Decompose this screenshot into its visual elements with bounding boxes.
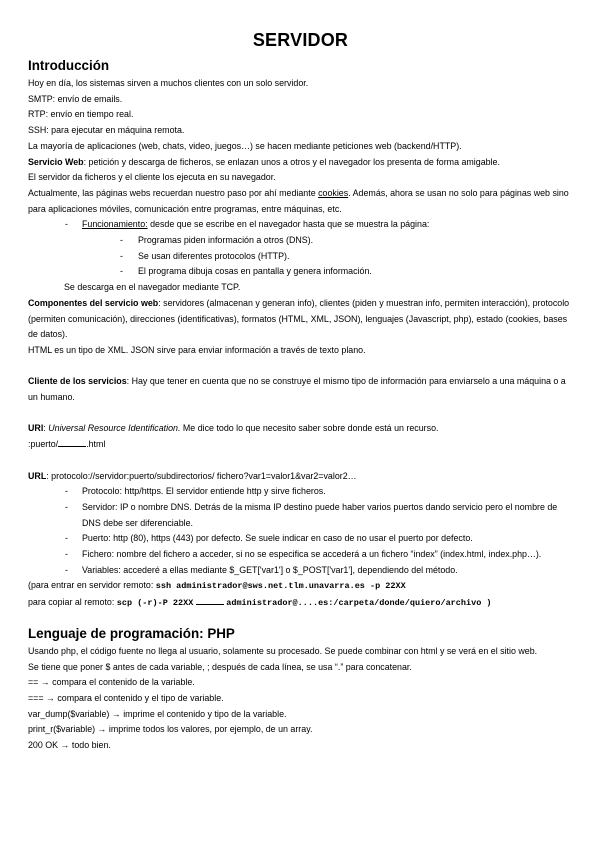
paragraph: Usando php, el código fuente no llega al usuario, solamente su procesado. Se puede combinar con html y se verá en el sitio web. (28, 645, 538, 656)
paragraph: Se descarga en el navegador mediante TCP. (64, 282, 241, 293)
blank-line (58, 438, 86, 447)
list-item: - Se usan diferentes protocolos (HTTP). (120, 249, 573, 265)
paragraph-componentes: Componentes del servicio web: servidores (almacenan y generan info), clientes (piden y muestran info, permiten interacción), protocolo (permiten comunicación), direcciones (identificativas), formatos (HTML, XML, JSON), lenguajes (Javascript, php), estado (cookies, bases de datos). (28, 297, 570, 340)
scp-line: para copiar al remoto: scp (-r)-P 22XX administrador@....es:/carpeta/donde/quiero/archivo ) (28, 597, 492, 609)
list-item: - Servidor: IP o nombre DNS. Detrás de la misma IP destino puede haber varios puertos dando servicio pero el nombre de DNS debe ser diferenciable. (65, 500, 573, 531)
paragraph: El servidor da ficheros y el cliente los ejecuta en su navegador. (28, 172, 276, 183)
list-item: - Funcionamiento: desde que se escribe en el navegador hasta que se muestra la página: - Programas piden información a otros (DNS). - Se usan diferentes protocolos (HTTP). - El programa dibuja cosas en pantalla y genera información. (65, 217, 573, 280)
paragraph: Hoy en día, los sistemas sirven a muchos clientes con un solo servidor. (28, 78, 309, 88)
paragraph: SSH: para ejecutar en máquina remota. (28, 125, 185, 136)
term-funcionamiento: Funcionamiento: (82, 219, 148, 230)
paragraph: SMTP: envío de emails. (28, 93, 123, 104)
scp-command: scp (-r)-P 22XX (116, 598, 194, 609)
paragraph-cookies: Actualmente, las páginas webs recuerdan nuestro paso por ahí mediante cookies. Además, ahora se usan no solo para páginas web sino para aplicaciones móviles, comunicación entre programas, entre máquinas, etc. (28, 187, 569, 214)
page-title: SERVIDOR (252, 30, 349, 50)
term-cliente: Cliente de los servicios (28, 376, 127, 387)
blank-line (196, 596, 224, 605)
paragraph: == → compara el contenido de la variable. (28, 677, 195, 688)
section-heading-introduccion: Introducción (28, 58, 110, 73)
paragraph-cliente: Cliente de los servicios: Hay que tener en cuenta que no se construye el mismo tipo de información para enviarselo a una máquina o a un humano. (28, 376, 566, 403)
paragraph: HTML es un tipo de XML. JSON sirve para enviar información a través de texto plano. (28, 344, 366, 355)
list-item: - Programas piden información a otros (DNS). (120, 233, 573, 249)
ssh-line: (para entrar en servidor remoto: ssh administrador@sws.net.tlm.unavarra.es -p 22XX (28, 580, 406, 592)
funcionamiento-sublist (82, 233, 573, 280)
list-item: - Protocolo: http/https. El servidor entiende http y sirve ficheros. (65, 484, 573, 500)
list-item: - Puerto: http (80), https (443) por defecto. Se suele indicar en caso de no usar el puerto por defecto. (65, 531, 573, 547)
term-cookies: cookies (318, 187, 349, 198)
list-item: - Fichero: nombre del fichero a acceder, si no se especifica se accederá a un fichero “index” (index.html, index.php…). (65, 547, 573, 563)
list-item: - Variables: accederé a ellas mediante $_GET['var1'] o $_POST['var1'], dependiendo del método. (65, 563, 573, 579)
term-url: URL (28, 470, 47, 481)
paragraph-uri: URI: Universal Resource Identification. Me dice todo lo que necesito saber sobre donde está un recurso. (28, 423, 439, 434)
paragraph-servicio-web: Servicio Web: petición y descarga de ficheros, se enlazan unos a otros y el navegador los presenta de forma amigable. (28, 156, 500, 167)
paragraph: === → compara el contenido y el tipo de variable. (28, 692, 224, 703)
paragraph: 200 OK → todo bien. (28, 740, 111, 751)
term-uri: URI (28, 423, 44, 434)
paragraph: print_r($variable) → imprime todos los valores, por ejemplo, de un array. (28, 724, 313, 735)
uri-example: :puerto/ .html (28, 439, 106, 450)
term-componentes: Componentes del servicio web (28, 297, 159, 308)
paragraph: var_dump($variable) → imprime el contenido y tipo de la variable. (28, 708, 287, 719)
paragraph: RTP: envío en tiempo real. (28, 109, 134, 120)
scp-destination: administrador@....es:/carpeta/donde/quiero/archivo ) (226, 598, 492, 609)
term-servicio-web: Servicio Web (28, 156, 84, 167)
document-page (28, 30, 573, 754)
paragraph-url: URL: protocolo://servidor:puerto/subdirectorios/ fichero?var1=valor1&var2=valor2… (28, 470, 357, 481)
funcionamiento-list (28, 217, 573, 280)
paragraph: La mayoría de aplicaciones (web, chats, video, juegos…) se hacen mediante peticiones web (backend/HTTP). (28, 140, 462, 151)
url-parts-list (28, 484, 573, 578)
list-item: - El programa dibuja cosas en pantalla y genera información. (120, 264, 573, 280)
ssh-command: ssh administrador@sws.net.tlm.unavarra.es -p 22XX (155, 581, 406, 592)
paragraph: Se tiene que poner $ antes de cada variable, ; después de cada línea, se usa “.” para concatenar. (28, 661, 412, 672)
section-heading-php: Lenguaje de programación: PHP (28, 625, 235, 641)
